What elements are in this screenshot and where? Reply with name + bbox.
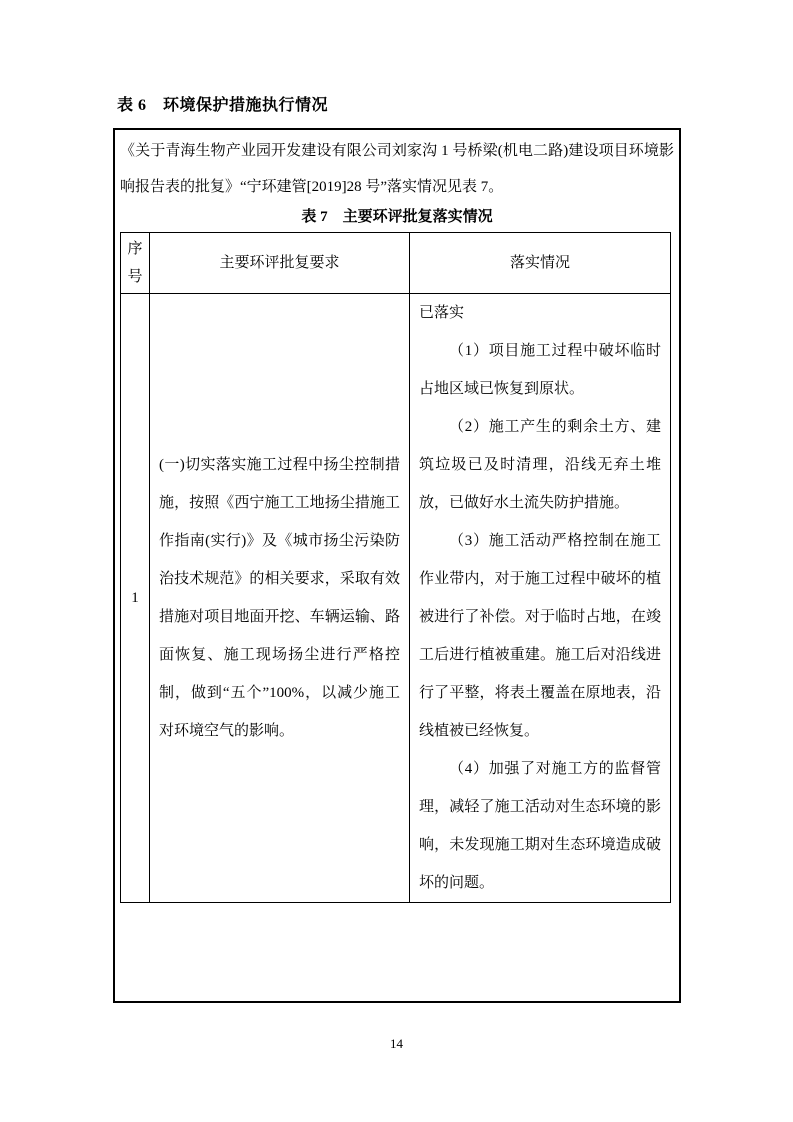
cell-serial-number: 1 — [121, 294, 150, 903]
implementation-item: （3）施工活动严格控制在施工作业带内，对于施工过程中破坏的植被进行了补偿。对于临时占地，在竣工后进行植被重建。施工后对沿线进行了平整，将表土覆盖在原地表，沿线植被已经恢复。 — [419, 533, 661, 739]
cell-requirement — [150, 294, 410, 903]
page-number: 14 — [390, 1036, 403, 1051]
table7-caption: 表 7 主要环评批复落实情况 — [301, 209, 493, 225]
implementation-item: （2）施工产生的剩余土方、建筑垃圾已及时清理，沿线无弃土堆放，已做好水土流失防护措施。 — [419, 419, 661, 511]
implementation-item: （4）加强了对施工方的监督管理，减轻了施工活动对生态环境的影响，未发现施工期对生态环境造成破坏的问题。 — [419, 761, 661, 891]
table7-data-row — [121, 294, 671, 903]
implementation-status: 已落实 — [419, 305, 465, 321]
implementation-item: （1）项目施工过程中破坏临时占地区域已恢复到原状。 — [419, 343, 661, 397]
header-requirement: 主要环评批复要求 — [150, 233, 410, 294]
header-implementation: 落实情况 — [410, 233, 671, 294]
table7-header-row — [121, 233, 671, 294]
table6-title: 表 6 环境保护措施执行情况 — [117, 97, 329, 114]
cell-implementation — [410, 294, 671, 903]
approval-intro-paragraph: 《关于青海生物产业园开发建设有限公司刘家沟 1 号桥梁(机电二路)建设项目环境影响报告表的批复》“宁环建管[2019]28 号”落实情况见表 7。 — [120, 143, 674, 195]
requirement-text: (一)切实落实施工过程中扬尘控制措施，按照《西宁施工工地扬尘措施工作指南(实行)》及《城市扬尘污染防治技术规范》的相关要求，采取有效措施对项目地面开挖、车辆运输、路面恢复、施工现场扬尘进行严格控制，做到“五个”100%，以减少施工对环境空气的影响。 — [159, 457, 400, 739]
table6-box — [113, 128, 681, 1003]
table7 — [120, 232, 671, 903]
header-serial-number: 序号 — [121, 233, 150, 294]
